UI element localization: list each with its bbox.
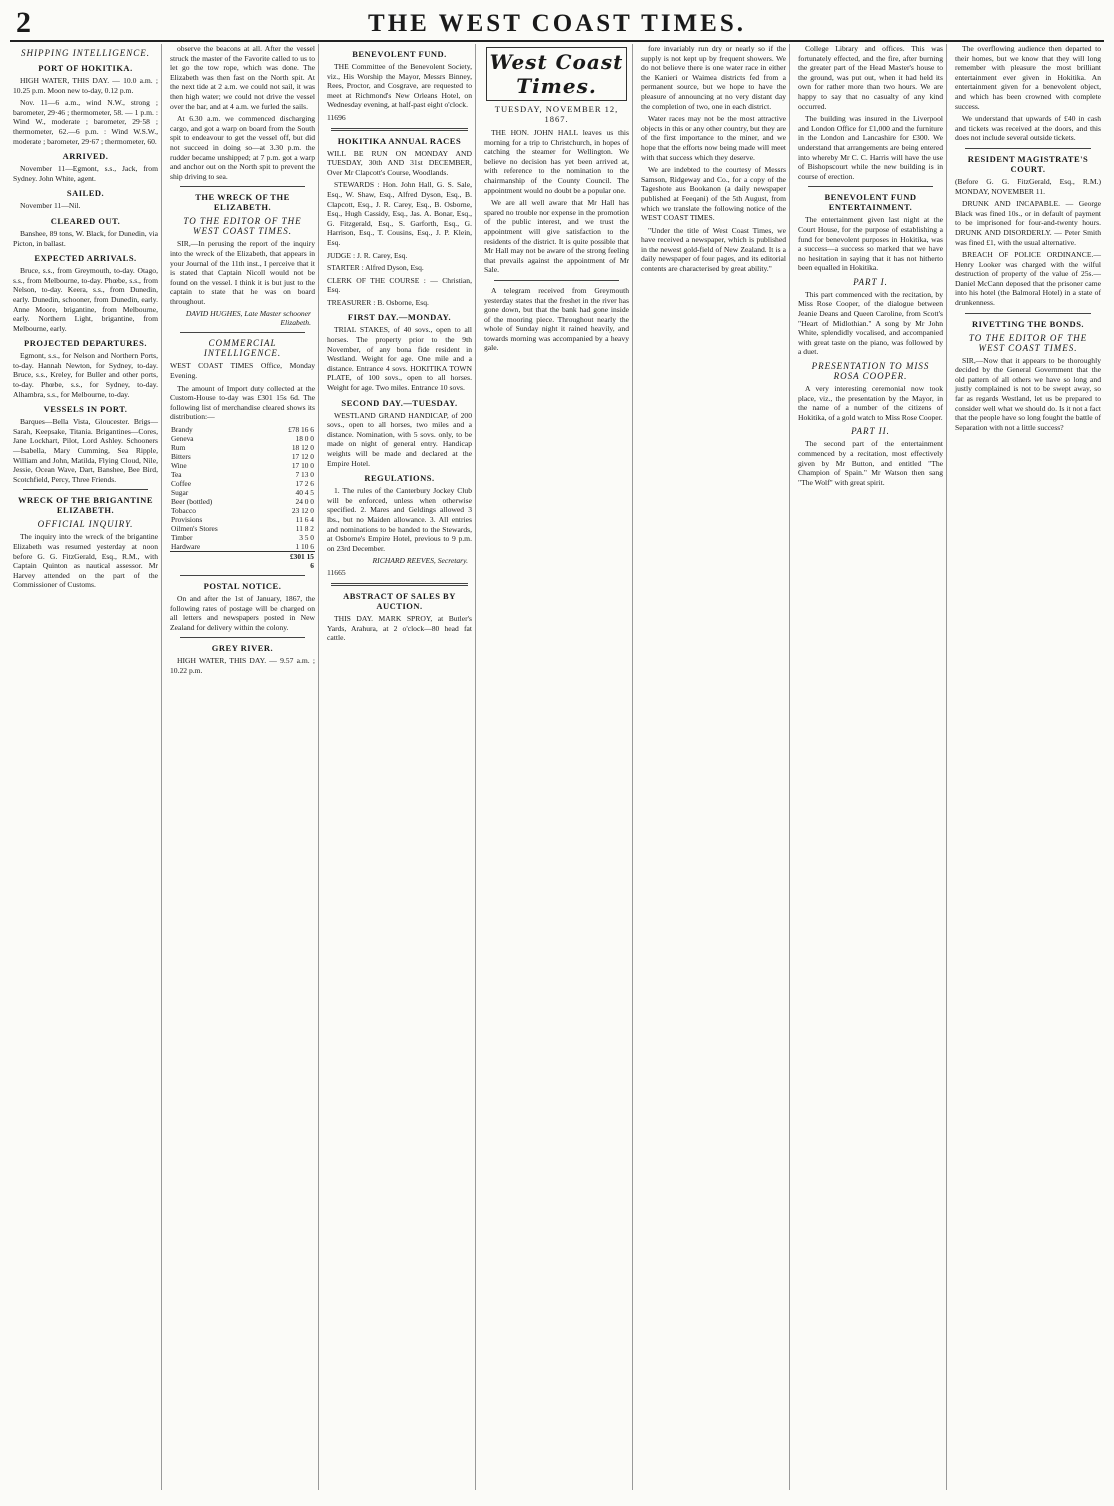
column-1 [10,44,162,1490]
part-one-heading: PART I. [853,276,888,287]
duty-row [170,542,315,552]
column-7 [952,44,1104,1490]
news-paragraph-1: fore invariably run dry or nearly so if the supply is not kept up by frequent showers. We do not believe there is one water race in either the Kanieri or Waimea districts fed from a permanent source, but we hope to have the pleasure of announcing at no very distant day the completion of two, one in each district. [641,44,786,111]
column-5 [638,44,790,1490]
letter-to: TO THE EDITOR OF THE WEST COAST TIMES. [183,216,302,237]
court-subheading: (Before G. G. FitzGerald, Esq., R.M.) MONDAY, NOVEMBER 11. [955,176,1101,196]
commercial-intro: The amount of Import duty collected at the Custom-House to-day was £301 15s 6d. The following list of merchandise cleared shows its distribution:— [170,383,315,422]
divider [180,186,305,187]
postal-text: On and after the 1st of January, 1867, the following rates of postage will be charged on all letters and newspapers posted in New Zealand for delivery within the colony. [170,594,315,632]
duty-amount: 18 0 0 [295,434,314,444]
part-one-text: This part commenced with the recitation, by Miss Rose Cooper, of the dialogue between Jeanie Deans and Queen Caroline, from Scott's "Heart of Midlothian." A song by Mr John White, splendidly vocalised, and accompanied with great taste on the piano, was followed by a duet. [798,289,943,357]
divider [808,186,933,187]
duty-row [170,515,315,524]
benevolent-entertainment-text: The entertainment given last night at the Court House, for the purpose of establishing a fund for benevolent purposes in Hokitika, was a success—a success so marked that we have no hesitation in saying that it has not hitherto been equalled in Hokitika. [798,215,943,273]
column-3 [324,44,476,1490]
rivetting-to: TO THE EDITOR OF THE WEST COAST TIMES. [968,332,1088,353]
sailed-heading: SAILED. [66,188,105,199]
letter-signature: DAVID HUGHES, Late Master schooner Elizabeth. [185,309,311,328]
editorial-banner: West Coast Times. [486,47,627,101]
duty-amount: 40 4 5 [295,488,314,498]
second-day-text: WESTLAND GRAND HANDICAP, of 200 sovs., open to all horses, two miles and a distance. Nomination, with 5 sovs. only, to be made on night of general entry. Handicap weights will be made and declared at the Empire Hotel. [327,410,472,468]
divider [180,332,305,333]
part-two-heading: PART II. [851,426,890,437]
duty-row [170,524,315,533]
news-paragraph-3: We are indebted to the courtesy of Messrs Samson, Ridgeway and Co., for a copy of the Tageshote aus Bookanon (a daily newspaper published at Feeqani) of the 5th August, from which we translate the following notice of the WEST COAST TIMES. [641,165,786,223]
rivetting-heading: RIVETTING THE BONDS. [971,318,1085,329]
college-fire-paragraph-2: The building was insured in the Liverpool and London Office for £1,000 and the furniture in the London and Lancashire for £300. We understand that arrangements are being entered into whereby Mr C. C. Harris will have the use of Bishopscourt while the new building is in course of erection. [798,114,943,181]
wreck-text: The inquiry into the wreck of the brigantine Elizabeth was resumed yesterday at noon before G. G. FitzGerald, Esq., R.M., with Captain Quinton as nautical assessor. Mr Harvey attended on the part of the Commissioner of Customs. [13,532,158,590]
stewards-text: STEWARDS : Hon. John Hall, G. S. Sale, Esq., W. Shaw, Esq., Alfred Dyson, Esq., B. Clapcott, Esq., J. R. Carey, Esq., B. Osborne, Esq., Hugh Cassidy, Esq., Jas. A. Bonar, Esq., G. Fitzgerald, Esq., S. Garforth, Esq., G. Harrison, Esq., T. Cousins, Esq., J. P. Klein, Esq. [327,180,472,247]
expected-text: Bruce, s.s., from Greymouth, to-day. Otago, s.s., from Melbourne, to-day. Phœbe, s.s., from Nelson, to-day. Keera, s.s., from Dunedin, early. Dunedin, schooner, from Dunedin, early. Anne Moore, brigantine, from Melbourne, early. Northern Light, brigantine, from Melbourne, early. [13,266,158,333]
divider [965,313,1091,314]
news-paragraph-2: Water races may not be the most attractive objects in this or any other country, but they are of the first importance to the miner, and we hope that the efforts now being made will meet with that success which they deserve. [641,114,787,162]
arrived-heading: ARRIVED. [62,151,109,162]
duty-amount: 7 13 0 [295,470,314,480]
duty-row [170,497,315,506]
duty-amount: 24 0 0 [295,497,314,507]
duty-item: Geneva [171,434,194,444]
entertainment-receipts-paragraph: We understand that upwards of £40 in cash and tickets was received at the doors, and this does not include several outside tickets. [955,114,1101,143]
judge-text: JUDGE : J. R. Carey, Esq. [327,250,408,260]
duty-amount: £78 16 6 [288,425,314,435]
letter-text: SIR,—In perusing the report of the inquiry into the wreck of the Elizabeth, that appears in your Journal of the 11th inst., I perceive that it is stated that Captain Nicoll would not be found on the vessel. I think it is but just to the captain to state that he was on board throughout. [170,239,315,306]
second-day-heading: SECOND DAY.—TUESDAY. [341,397,458,408]
abstract-text: THIS DAY. MARK SPROY, at Butler's Yards, Arahura, at 2 o'clock—80 head fat cattle. [327,613,472,643]
abstract-heading: ABSTRACT OF SALES BY AUCTION. [343,590,456,611]
duties-table [170,425,315,570]
duty-amount: 11 6 4 [295,515,314,525]
column-6 [795,44,947,1490]
duty-item: Beer (bottled) [171,497,213,507]
grey-river-text: HIGH WATER, THIS DAY. — 9.57 a.m. ; 10.22 p.m. [170,656,315,675]
duty-row [170,488,315,497]
entertainment-close-paragraph: The overflowing audience then departed to their homes, but we know that they will long remember with pleasure the most brilliant entertainment ever given in Hokitika. An entertainment given for a benevolent object, and which has been crowned with complete success. [955,44,1101,111]
divider [180,575,305,576]
wreck-continued-2: At 6.30 a.m. we commenced discharging cargo, and got a warp on board from the South spit to endeavour to get the vessel off, but did not succeed in doing so—at 3.30 p.m. the rudder became unshipped; at 7 p.m. got a warp and anchor out on the North spit to prevent the ship driving to sea. [170,114,315,181]
projected-heading: PROJECTED DEPARTURES. [24,338,147,349]
postal-heading: POSTAL NOTICE. [203,581,282,592]
commercial-subheading: WEST COAST TIMES Office, Monday Evening. [170,361,315,381]
cleared-text: Banshee, 89 tons, W. Black, for Dunedin, via Picton, in ballast. [13,228,158,248]
weather-text: Nov. 11—6 a.m., wind N.W., strong ; barometer, 29·46 ; thermometer, 58. — 1 p.m. : Wind W., moderate ; barometer, 29·58 ; thermometer, 62.—6 p.m. : Wind W.S.W., moderate ; barometer, 29·67 ; thermometer, 60. [13,98,158,146]
first-day-text: TRIAL STAKES, of 40 sovs., open to all horses. The property prior to the 9th November, of any bona fide resident in Westland. Weight for age. One mile and a distance. Entrance 4 sovs. HOKITIKA TOWN PLATE, of 100 sovs., open to all horses. Weight for age. Two miles. Entrance 10 sovs. [327,325,472,393]
regulations-heading: REGULATIONS. [364,473,435,484]
news-paragraph-4: "Under the title of West Coast Times, we have received a newspaper, which is published in the newest gold-field of New Zealand. It is a daily newspaper of four pages, and its editorial contents are characterised by great ability." [641,225,786,274]
duty-item: Sugar [171,488,189,498]
divider [23,489,148,490]
duty-item: Brandy [171,425,193,435]
column-4 [481,44,633,1490]
newspaper-page [10,6,1104,1490]
duty-row [170,443,315,452]
cleared-heading: CLEARED OUT. [50,215,121,226]
grey-river-heading: GREY RIVER. [211,643,274,654]
divider [331,583,468,586]
divider [331,128,468,131]
expected-heading: EXPECTED ARRIVALS. [34,253,137,264]
college-fire-paragraph-1: College Library and offices. This was fortunately effected, and the fire, after burning the greater part of the Head Master's house to the ground, was put out, when it had held its own for rather more than two hours. We are happy to say that no casualty of any kind occurred. [798,44,943,111]
duty-item: Tea [171,470,182,480]
duty-row [170,425,315,434]
benevolent-fund-number: 11696 [327,112,346,122]
presentation-text: A very interesting ceremonial now took place, viz., the presentation by the Mayor, in the name of a number of the citizens of Hokitika, of a gold watch to Miss Rose Cooper. [798,384,943,422]
editorial-paragraph-2: We are all well aware that Mr Hall has spared no trouble nor expense in the promotion of the public interest, and we trust the appointment will give satisfaction to the residents of the district. It is quite possible that Mr Hall may not be aware of the strong feeling that prevails against the appointment of Mr Sale. [484,198,629,275]
duty-row [170,434,315,443]
divider [180,637,305,638]
wreck-subheading: OFFICIAL INQUIRY. [37,519,134,530]
duty-item: Wine [171,461,187,471]
columns [10,44,1104,1490]
duty-amount: 17 12 0 [291,452,314,462]
duty-item: Timber [171,533,193,543]
duty-row [170,506,315,515]
port-heading: PORT OF HOKITIKA. [38,63,133,73]
races-heading: HOKITIKA ANNUAL RACES [337,135,462,146]
duty-item: Oilmen's Stores [171,524,218,534]
clerk-text: CLERK OF THE COURSE : — Christian, Esq. [327,275,472,295]
duty-row [170,452,315,461]
duty-amount: 1 10 6 [295,542,314,552]
regulations-signature: RICHARD REEVES, Secretary. [372,556,468,566]
court-heading: RESIDENT MAGISTRATE'S COURT. [967,153,1089,174]
duty-item: Hardware [171,542,201,552]
editorial-date: TUESDAY, NOVEMBER 12, 1867. [494,104,619,124]
shipping-heading: SHIPPING INTELLIGENCE. [20,48,150,58]
duty-amount: 23 12 0 [291,506,314,516]
vessels-heading: VESSELS IN PORT. [43,404,128,415]
letter-heading: THE WRECK OF THE ELIZABETH. [195,192,290,213]
duty-amount: 18 12 0 [291,443,314,453]
duties-total: £301 15 6 [285,552,315,571]
duty-row [170,533,315,542]
duty-amount: 17 10 0 [291,461,314,471]
editorial-paragraph-1: THE HON. JOHN HALL leaves us this morning for a trip to Christchurch, in hopes of catching the steamer for Wellington. We believe no decision has yet been arrived at, with reference to the nomination to the chairmanship of the County Council. The appointment would no doubt be a popular one. [484,128,629,195]
tide-text: HIGH WATER, THIS DAY. — 10.0 a.m. ; 10.25 p.m. Moon new to-day, 0.12 p.m. [13,76,158,95]
wreck-continued-1: observe the beacons at all. After the vessel struck the master of the Favorite called to us to let go the tow rope, which was done. The Elizabeth was then fast on the North spit. At the next tide at 2 a.m. we could not sail, it was then high water; we could not drive the vessel over the bar, and at 4 a.m. we furled the sails. [170,44,315,111]
vessels-text: Barques—Bella Vista, Gloucester. Brigs—Sarah, Keepsake, Titania. Brigantines—Cores, Jane Lockhart, Pilot, Lord Ashley. Schooners—Isabella, Mary Cumming, Sea Ripple, William and John, Matilda, Flying Cloud, Nile, Jessie, Ocean Wave, Dart, Banshee, Bee Bird, Scotchfield, Percy, Three Friends. [13,417,158,484]
arrived-text: November 11—Egmont, s.s., Jack, from Sydney. John White, agent. [13,164,158,183]
court-text-2: BREACH OF POLICE ORDINANCE.—Henry Looker was charged with the wilful destruction of property of the value of 25s.—Daniel McCann deposed that the prisoner came into his hotel (the Balmoral Hotel) in a state of drunkenness. [955,250,1101,308]
rivetting-text: SIR,—Now that it appears to be thoroughly decided by the General Government that the old pattern of all others we have so long and justly complained is not to be swept away, so far as regards Westland, let us be prepared to consider well what we should do. Is it not a fact that the people have so long fought the battle of Separation with not a little success? [955,355,1101,432]
duty-amount: 11 8 2 [295,524,314,534]
sailed-text: November 11—Nil. [20,201,81,211]
paper-name: THE WEST COAST TIMES. [368,10,746,37]
court-text-1: DRUNK AND INCAPABLE. — George Black was fined 10s., or in default of payment to be imprisoned for four-and-twenty hours. DRUNK AND DISORDERLY. — Peter Smith was fined £1, with the usual alternative. [955,199,1101,247]
divider [965,148,1091,149]
benevolent-fund-text: THE Committee of the Benevolent Society, viz., His Worship the Mayor, Messrs Binney, Rees, Proctor, and Cosgrave, are requested to meet at Richmond's New Orleans Hotel, on Wednesday evening, at half-past eight o'clock. [327,62,472,110]
masthead [10,6,1104,42]
duty-amount: 3 5 0 [299,533,314,543]
duty-amount: 17 2 6 [295,479,314,489]
duty-row [170,470,315,479]
duty-item: Bitters [171,452,191,462]
treasurer-text: TREASURER : B. Osborne, Esq. [327,297,429,307]
column-2 [167,44,319,1490]
duty-row [170,461,315,470]
duty-item: Tobacco [171,506,196,516]
wreck-heading: WRECK OF THE BRIGANTINE ELIZABETH. [17,495,153,516]
starter-text: STARTER : Alfred Dyson, Esq. [327,263,424,273]
duty-row [170,479,315,488]
duty-item: Provisions [171,515,203,525]
benevolent-entertainment-heading: BENEVOLENT FUND ENTERTAINMENT. [824,192,917,213]
editorial-paragraph-3: A telegram received from Greymouth yesterday states that the freshet in the river has gone down, but that the bank had gone inside of the mooring piece. Throughout nearly the whole of Sunday night it rained heavily, and towards morning was accompanied by a heavy gale. [484,285,629,353]
duty-item: Rum [171,443,186,453]
first-day-heading: FIRST DAY.—MONDAY. [347,312,452,323]
benevolent-fund-heading: BENEVOLENT FUND. [352,49,447,59]
commercial-heading: COMMERCIAL INTELLIGENCE. [203,338,282,359]
duties-total-row [170,552,315,571]
divider [494,280,619,281]
duty-item: Coffee [171,479,191,489]
regulations-text: 1. The rules of the Canterbury Jockey Club will be enforced, unless when otherwise specified. 2. Mares and Geldings allowed 3 lbs., but no Maiden allowance. 3. All entries and nominations to be handed to the Stewards, at Osborne's Empire Hotel, previous to 9 p.m. on 23rd December. [327,486,472,553]
races-subheading: WILL BE RUN ON MONDAY AND TUESDAY, 30th AND 31st DECEMBER, Over Mr Clapcott's Course, Woodlands. [327,148,472,177]
page-number: 2 [16,6,31,39]
part-two-text: The second part of the entertainment commenced by a recitation, most effectively given by Mr Button, and entitled "The Champion of Spain." Mr Watson then sang "The Wolf" with great spirit. [798,439,943,487]
presentation-heading: PRESENTATION TO MISS ROSA COOPER. [811,361,930,382]
projected-text: Egmont, s.s., for Nelson and Northern Ports, to-day. Hannah Newton, for Sydney, to-day. Bruce, s.s., Kreley, for Buller and other ports, to-day. Phœbe, s.s., for Sydney, to-day. Alhambra, s.s., for Melbourne, to-day. [13,351,158,399]
regulations-number: 11665 [327,568,346,578]
